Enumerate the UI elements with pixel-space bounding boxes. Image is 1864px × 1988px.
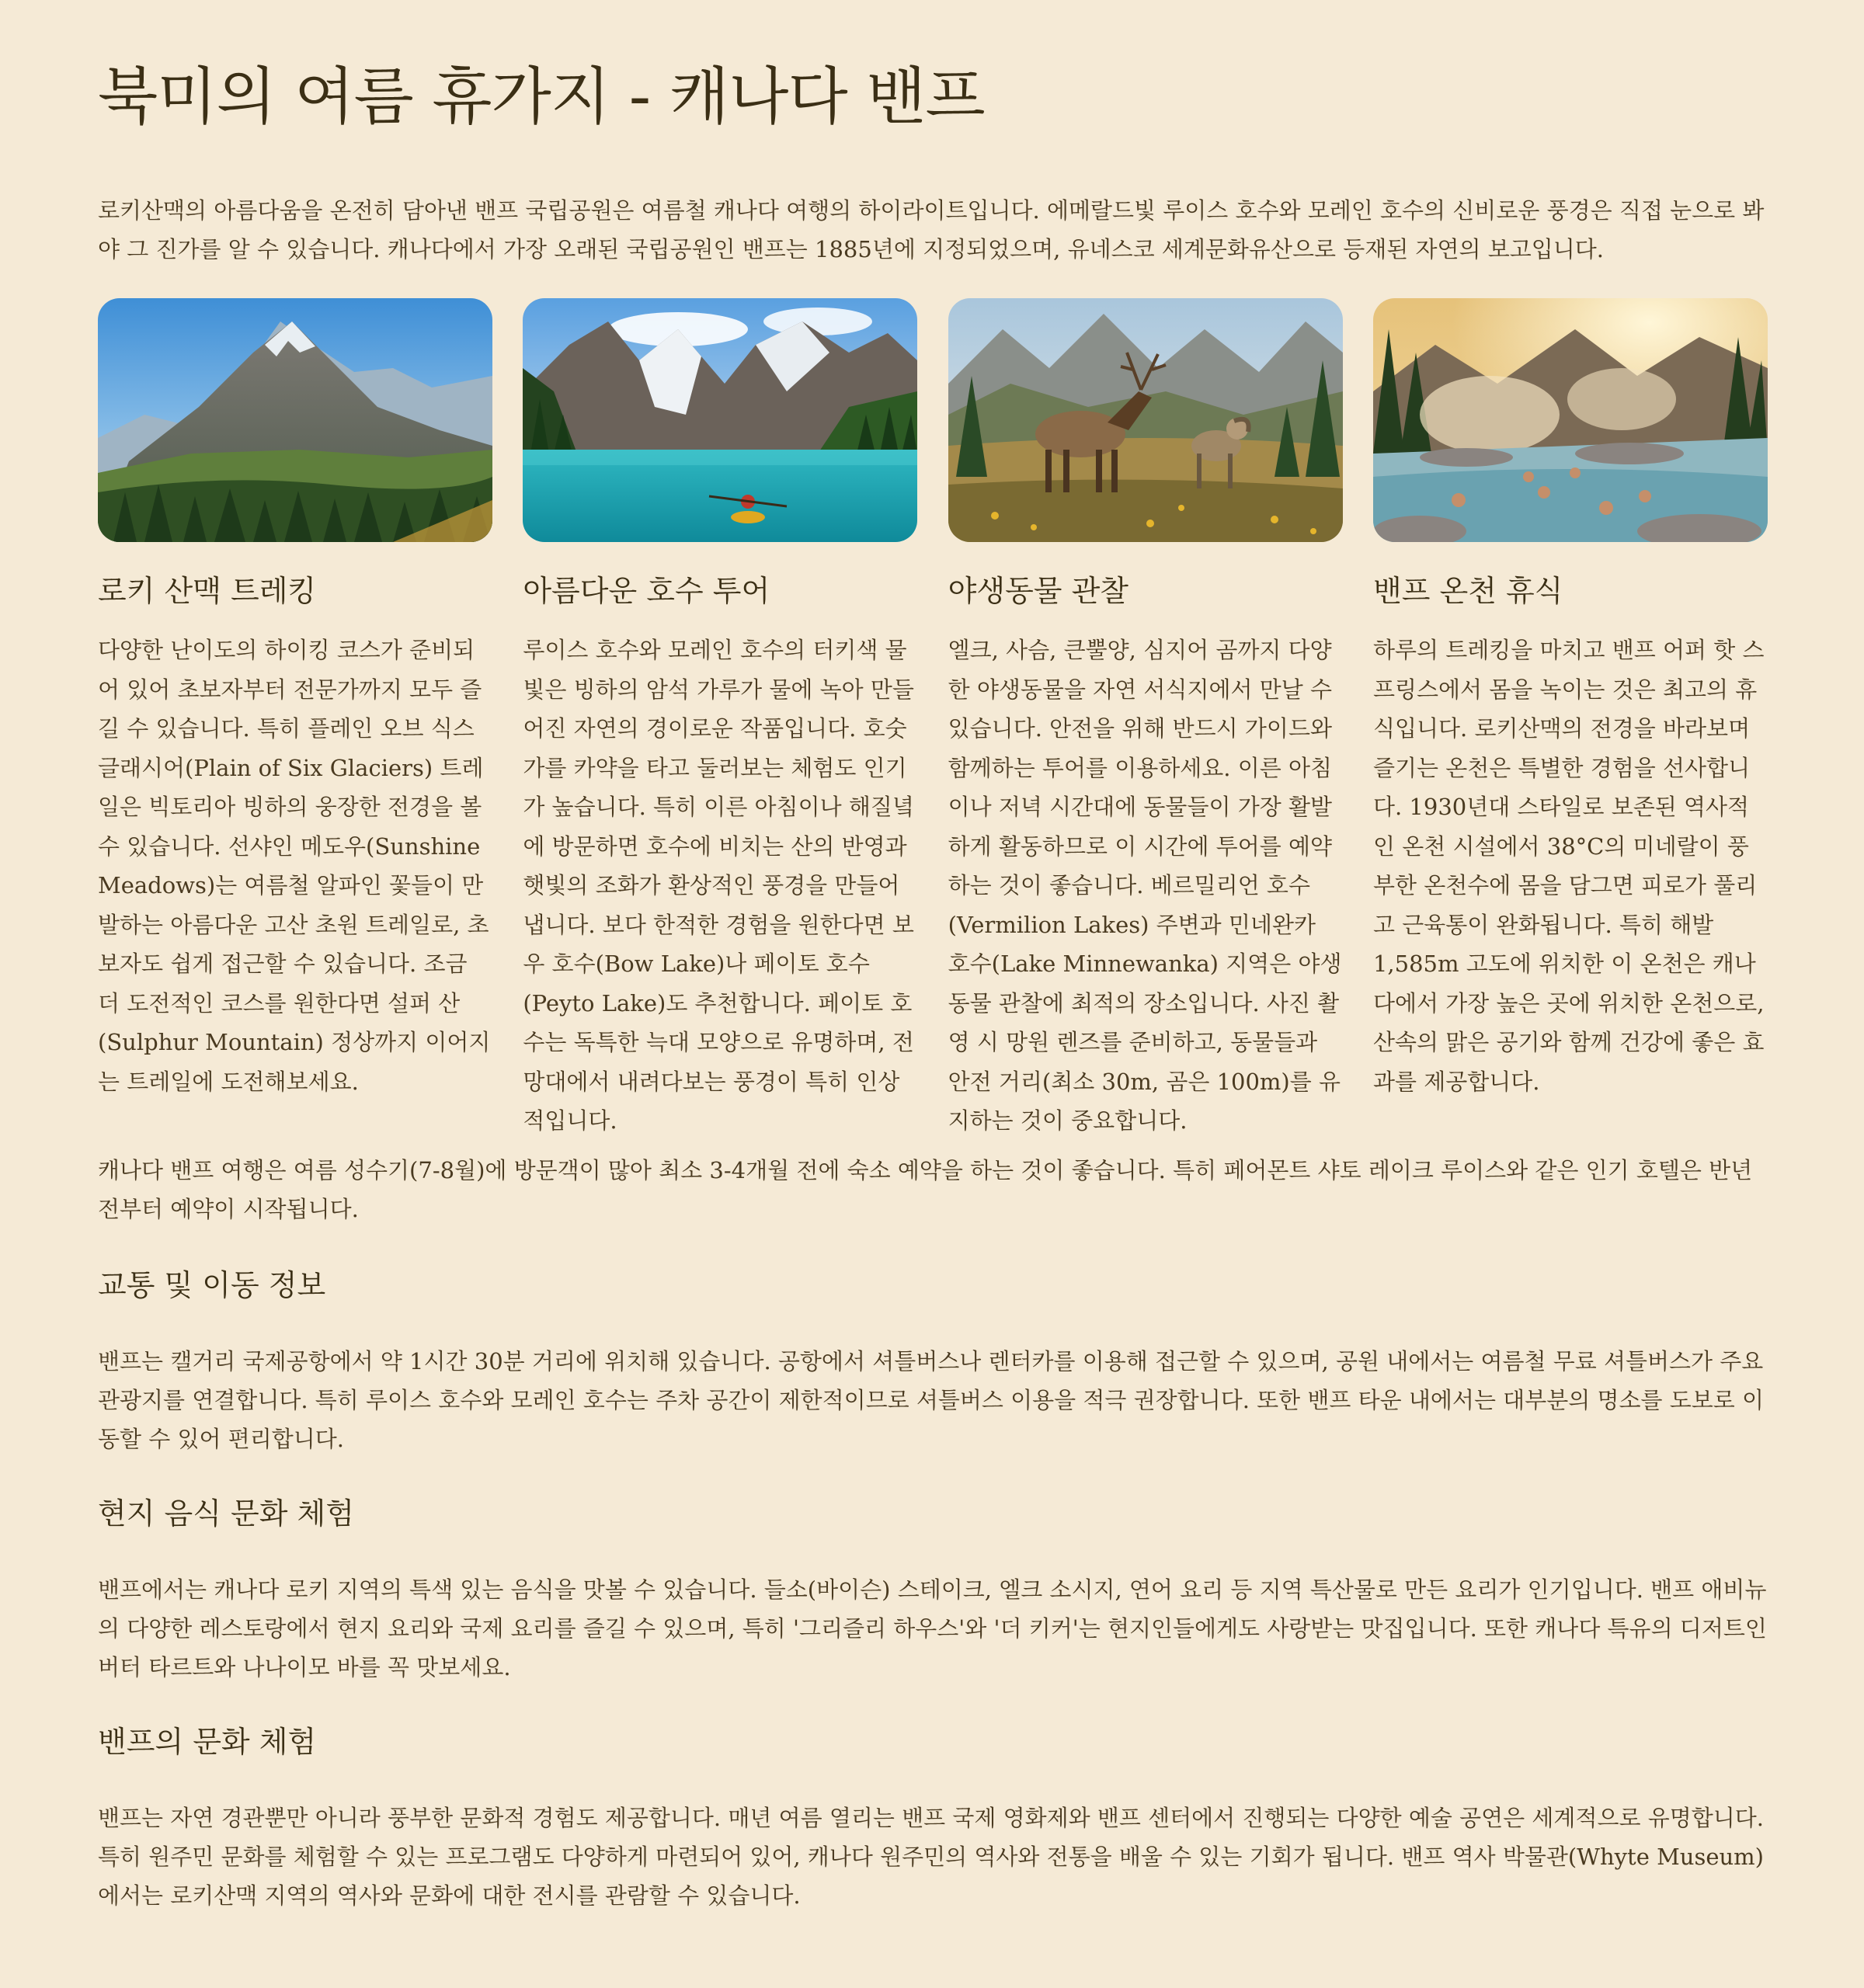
- elk-and-bighorn-photo: [948, 298, 1343, 542]
- card-lakes: [523, 298, 917, 1141]
- section-heading-culture: 밴프의 문화 체험: [98, 1725, 317, 1759]
- section-heading-food: 현지 음식 문화 체험: [98, 1496, 354, 1531]
- booking-note: 캐나다 밴프 여행은 여름 성수기(7-8월)에 방문객이 많아 최소 3-4개월 전에 숙소 예약을 하는 것이 좋습니다. 특히 페어몬트 샤토 레이크 루이스와 같은 인기 호텔은 반년 전부터 예약이 시작됩니다.: [98, 1157, 1753, 1222]
- card-wildlife: [948, 298, 1343, 1141]
- mountain-forest-photo: [98, 298, 492, 542]
- card-hot-springs: [1373, 298, 1768, 1141]
- intro-paragraph: 로키산맥의 아름다움을 온전히 담아낸 밴프 국립공원은 여름철 캐나다 여행의 하이라이트입니다. 에메랄드빛 루이스 호수와 모레인 호수의 신비로운 풍경은 직접 눈으로 봐야 그 진가를 알 수 있습니다. 캐나다에서 가장 오래된 국립공원인 밴프는 1885년에 지정되었으며, 유네스코 세계문화유산으로 등재된 자연의 보고입니다.: [98, 197, 1765, 262]
- hot-springs-photo: [1373, 298, 1768, 542]
- card-title: 로키 산맥 트레킹: [98, 574, 317, 608]
- section-text-food: 밴프에서는 캐나다 로키 지역의 특색 있는 음식을 맛볼 수 있습니다. 들소(바이슨) 스테이크, 엘크 소시지, 연어 요리 등 지역 특산물로 만든 요리가 인기입니다. 밴프 애비뉴의 다양한 레스토랑에서 현지 요리와 국제 요리를 즐길 수 있으며, 특히 '그리즐리 하우스'와 '더 키커'는 현지인들에게도 사랑받는 맛집입니다. 또한 캐나다 특유의 디저트인 버터 타르트와 나나이모 바를 꼭 맛보세요.: [98, 1576, 1767, 1680]
- section-text-transport: 밴프는 캘거리 국제공항에서 약 1시간 30분 거리에 위치해 있습니다. 공항에서 셔틀버스나 렌터카를 이용해 접근할 수 있으며, 공원 내에서는 여름철 무료 셔틀버스가 주요 관광지를 연결합니다. 특히 루이스 호수와 모레인 호수는 주차 공간이 제한적이므로 셔틀버스 이용을 적극 권장합니다. 또한 밴프 타운 내에서는 대부분의 명소를 도보로 이동할 수 있어 편리합니다.: [98, 1348, 1764, 1452]
- card-text: 다양한 난이도의 하이킹 코스가 준비되어 있어 초보자부터 전문가까지 모두 즐길 수 있습니다. 특히 플레인 오브 식스 글래시어(Plain of Six Glaciers) 트레일은 빅토리아 빙하의 웅장한 전경을 볼 수 있습니다. 선샤인 메도우(Sunshine Meadows)는 여름철 알파인 꽃들이 만발하는 아름다운 고산 초원 트레일로, 초보자도 쉽게 접근할 수 있습니다. 조금 더 도전적인 코스를 원한다면 설퍼 산(Sulphur Mountain) 정상까지 이어지는 트레일에 도전해보세요.: [98, 637, 491, 1095]
- turquoise-lake-kayak-photo: [523, 298, 917, 542]
- card-text: 루이스 호수와 모레인 호수의 터키색 물빛은 빙하의 암석 가루가 물에 녹아 만들어진 자연의 경이로운 작품입니다. 호숫가를 카약을 타고 둘러보는 체험도 인기가 높습니다. 특히 이른 아침이나 해질녘에 방문하면 호수에 비치는 산의 반영과 햇빛의 조화가 환상적인 풍경을 만들어냅니다. 보다 한적한 경험을 원한다면 보우 호수(Bow Lake)나 페이토 호수(Peyto Lake)도 추천합니다. 페이토 호수는 독특한 늑대 모양으로 유명하며, 전망대에서 내려다보는 풍경이 특히 인상적입니다.: [523, 637, 914, 1134]
- card-text: 엘크, 사슴, 큰뿔양, 심지어 곰까지 다양한 야생동물을 자연 서식지에서 만날 수 있습니다. 안전을 위해 반드시 가이드와 함께하는 투어를 이용하세요. 이른 아침이나 저녁 시간대에 동물들이 가장 활발하게 활동하므로 이 시간에 투어를 예약하는 것이 좋습니다. 베르밀리언 호수(Vermilion Lakes) 주변과 민네완카 호수(Lake Minnewanka) 지역은 야생동물 관찰에 최적의 장소입니다. 사진 촬영 시 망원 렌즈를 준비하고, 동물들과 안전 거리(최소 30m, 곰은 100m)를 유지하는 것이 중요합니다.: [948, 637, 1342, 1134]
- card-title: 밴프 온천 휴식: [1372, 574, 1563, 608]
- card-text: 하루의 트레킹을 마치고 밴프 어퍼 핫 스프링스에서 몸을 녹이는 것은 최고의 휴식입니다. 로키산맥의 전경을 바라보며 즐기는 온천은 특별한 경험을 선사합니다. 1930년대 스타일로 보존된 역사적인 온천 시설에서 38°C의 미네랄이 풍부한 온천수에 몸을 담그면 피로가 풀리고 근육통이 완화됩니다. 특히 해발 1,585m 고도에 위치한 이 온천은 캐나다에서 가장 높은 곳에 위치한 온천으로, 산속의 맑은 공기와 함께 건강에 좋은 효과를 제공합니다.: [1372, 637, 1765, 1095]
- page-title: 북미의 여름 휴가지 - 캐나다 밴프: [98, 61, 985, 133]
- card-trekking: [98, 298, 492, 1141]
- card-title: 아름다운 호수 투어: [523, 574, 770, 608]
- section-text-culture: 밴프는 자연 경관뿐만 아니라 풍부한 문화적 경험도 제공합니다. 매년 여름 열리는 밴프 국제 영화제와 밴프 센터에서 진행되는 다양한 예술 공연은 세계적으로 유명합니다. 특히 원주민 문화를 체험할 수 있는 프로그램도 다양하게 마련되어 있어, 캐나다 원주민의 역사와 전통을 배울 수 있는 기회가 됩니다. 밴프 역사 박물관(Whyte Museum)에서는 로키산맥 지역의 역사와 문화에 대한 전시를 관람할 수 있습니다.: [98, 1805, 1764, 1909]
- card-title: 야생동물 관찰: [948, 574, 1128, 608]
- feature-cards: [98, 298, 1768, 1141]
- section-heading-transport: 교통 및 이동 정보: [98, 1268, 326, 1302]
